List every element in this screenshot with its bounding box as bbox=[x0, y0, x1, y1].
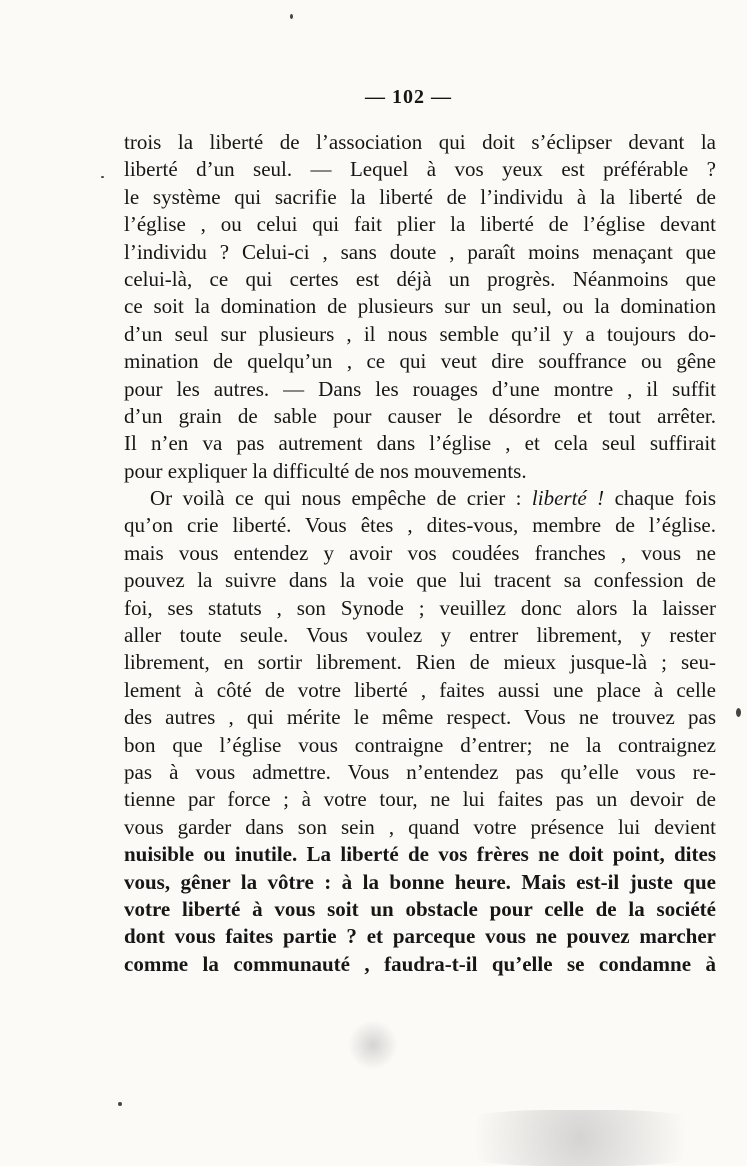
text-segment: chaque fois bbox=[614, 486, 717, 511]
paper-speck bbox=[118, 1102, 122, 1106]
text-line: dont vous faites partie ? et parceque vous ne pouvez marcher bbox=[124, 924, 716, 949]
text-line: nuisible ou inutile. La liberté de vos frères ne doit point, dites bbox=[124, 842, 716, 867]
paper-stain bbox=[430, 1110, 730, 1166]
text-line-with-italic bbox=[124, 485, 716, 512]
text-line: le système qui sacrifie la liberté de l’individu à la liberté de bbox=[124, 184, 716, 209]
text-segment: Or voilà ce qui nous empêche de crier : bbox=[150, 486, 522, 511]
text-line: bon que l’église vous contraigne d’entrer; ne la contraignez bbox=[124, 732, 716, 757]
text-line: pour expliquer la difficulté de nos mouvements. bbox=[124, 458, 527, 483]
page-number: — 102 — bbox=[365, 86, 452, 108]
text-line: aller toute seule. Vous voulez y entrer librement, y rester bbox=[124, 623, 716, 648]
text-line: lement à côté de votre liberté , faites aussi une place à celle bbox=[124, 677, 716, 702]
text-line: qu’on crie liberté. Vous êtes , dites-vous, membre de l’église. bbox=[124, 513, 716, 538]
text-line: pour les autres. — Dans les rouages d’une montre , il suffit bbox=[124, 376, 716, 401]
text-line: pouvez la suivre dans la voie que lui tracent sa confession de bbox=[124, 568, 716, 593]
text-line: tienne par force ; à votre tour, ne lui faites pas un devoir de bbox=[124, 787, 716, 812]
text-line: comme la communauté , faudra-t-il qu’elle se condamne à bbox=[124, 951, 716, 976]
text-line: librement, en sortir librement. Rien de mieux jusque-là ; seu- bbox=[124, 650, 716, 675]
text-line: celui-là, ce qui certes est déjà un progrès. Néanmoins que bbox=[124, 266, 716, 291]
paper-speck bbox=[101, 176, 104, 178]
text-line: Il n’en va pas autrement dans l’église , et cela seul suffirait bbox=[124, 431, 716, 456]
text-line: trois la liberté de l’association qui doit s’éclipser devant la bbox=[124, 130, 716, 154]
text-line: d’un seul sur plusieurs , il nous semble qu’il y a toujours do- bbox=[124, 321, 716, 346]
body-text bbox=[124, 129, 716, 978]
text-line: pas à vous admettre. Vous n’entendez pas qu’elle vous re- bbox=[124, 759, 716, 784]
text-line: foi, ses statuts , son Synode ; veuillez donc alors la laisser bbox=[124, 595, 716, 620]
text-line: l’individu ? Celui-ci , sans doute , paraît moins menaçant que bbox=[124, 239, 716, 264]
text-line: vous, gêner la vôtre : à la bonne heure. Mais est-il juste que bbox=[124, 869, 716, 894]
text-line: ce soit la domination de plusieurs sur un seul, ou la domination bbox=[124, 294, 716, 319]
text-line: liberté d’un seul. — Lequel à vos yeux est préférable ? bbox=[124, 157, 716, 182]
text-line: mais vous entendez y avoir vos coudées franches , vous ne bbox=[124, 540, 716, 565]
text-line: vous garder dans son sein , quand votre présence lui devient bbox=[124, 814, 716, 839]
text-line: votre liberté à vous soit un obstacle pour celle de la société bbox=[124, 896, 716, 921]
italic-phrase: liberté ! bbox=[531, 486, 605, 511]
text-line: d’un grain de sable pour causer le désordre et tout arrêter. bbox=[124, 403, 716, 428]
text-line: l’église , ou celui qui fait plier la liberté de l’église devant bbox=[124, 212, 716, 237]
text-line: des autres , qui mérite le même respect. Vous ne trouvez pas bbox=[124, 705, 716, 730]
paper-stain bbox=[348, 1020, 398, 1070]
paper-speck bbox=[290, 14, 293, 19]
paper-speck bbox=[736, 708, 741, 717]
text-line: mination de quelqu’un , ce qui veut dire souffrance ou gêne bbox=[124, 349, 716, 374]
